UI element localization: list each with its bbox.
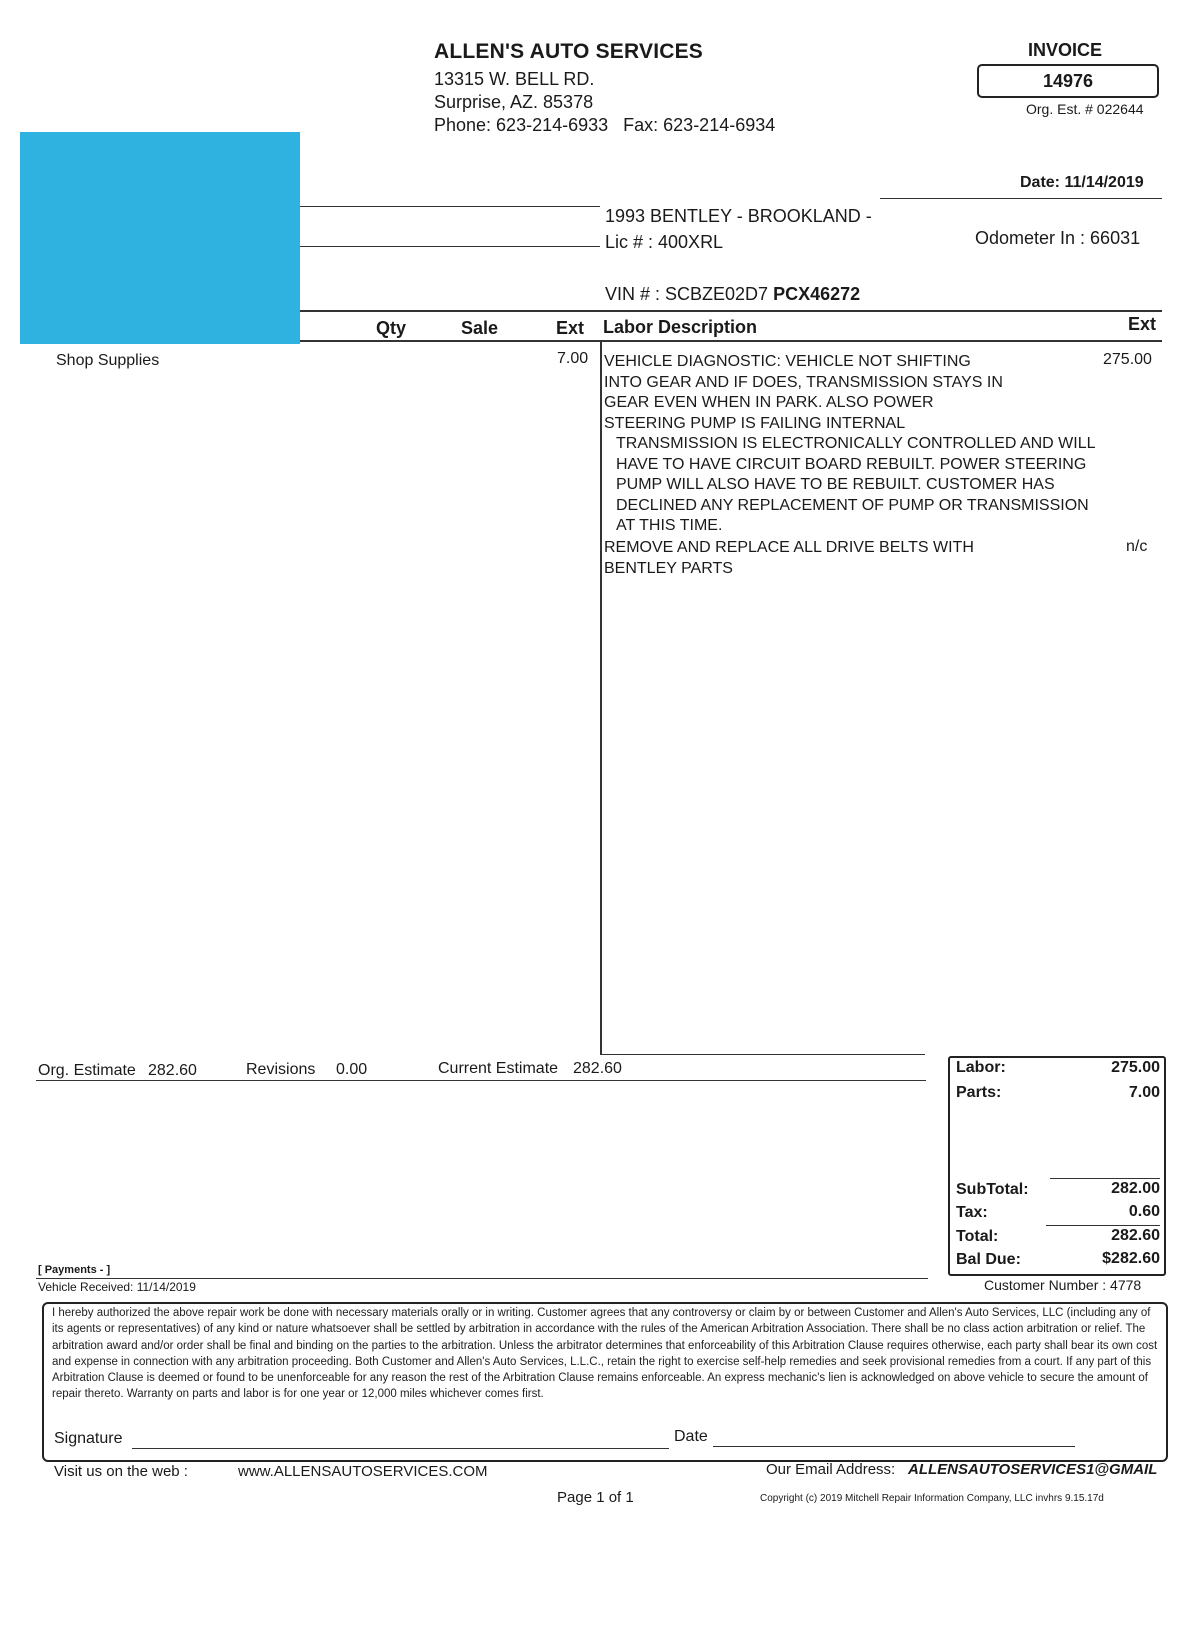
- header-bottom-rule: [300, 340, 1162, 342]
- labor-line: GEAR EVEN WHEN IN PARK. ALSO POWER: [604, 394, 934, 411]
- shop-phone-fax: Phone: 623-214-6933 Fax: 623-214-6934: [434, 115, 776, 135]
- labor-total-value: 275.00: [1111, 1059, 1160, 1076]
- invoice-number: 14976: [977, 64, 1159, 98]
- total-value: 282.60: [1111, 1227, 1160, 1244]
- labor-item-2: [604, 538, 974, 579]
- org-estimate-number: Org. Est. # 022644: [1026, 101, 1144, 117]
- current-estimate-value: 282.60: [573, 1060, 622, 1077]
- redacted-customer-block: [20, 132, 300, 344]
- labor-note-line: AT THIS TIME.: [616, 517, 723, 534]
- email-label: Our Email Address:: [766, 1461, 896, 1478]
- payments-label: [ Payments - ]: [38, 1264, 111, 1276]
- revisions-value: 0.00: [336, 1061, 368, 1078]
- col-labor-ext: Ext: [1128, 314, 1157, 334]
- shop-address-line2: Surprise, AZ. 85378: [434, 92, 594, 112]
- header-top-rule: [300, 310, 1162, 312]
- divider: [1046, 1225, 1160, 1226]
- page-indicator: Page 1 of 1: [557, 1489, 634, 1506]
- date-label: Date: [674, 1428, 708, 1445]
- labor-line: VEHICLE DIAGNOSTIC: VEHICLE NOT SHIFTING: [604, 353, 971, 370]
- current-estimate-label: Current Estimate: [438, 1060, 559, 1077]
- website-link[interactable]: www.ALLENSAUTOSERVICES.COM: [238, 1463, 488, 1480]
- org-estimate-value: 282.60: [148, 1062, 197, 1079]
- divider: [1050, 1178, 1160, 1179]
- vehicle-received: Vehicle Received: 11/14/2019: [38, 1280, 196, 1294]
- part-ext: 7.00: [557, 350, 589, 367]
- labor-item-1: [604, 352, 1096, 537]
- labor-item-1-ext: 275.00: [1103, 351, 1152, 368]
- vehicle-model: 1993 BENTLEY - BROOKLAND -: [605, 206, 872, 226]
- divider: [300, 246, 600, 247]
- tax-value: 0.60: [1128, 1203, 1160, 1220]
- labor-note-line: TRANSMISSION IS ELECTRONICALLY CONTROLLED AND WILL: [616, 435, 1096, 452]
- odometer-in: Odometer In : 66031: [975, 228, 1141, 248]
- invoice-title: INVOICE: [1028, 40, 1103, 60]
- invoice-date: Date: 11/14/2019: [1020, 174, 1144, 191]
- org-estimate-label: Org. Estimate: [38, 1062, 136, 1079]
- part-description: Shop Supplies: [56, 352, 160, 369]
- vehicle-vin: [605, 284, 860, 305]
- subtotal-value: 282.00: [1111, 1180, 1160, 1197]
- labor-notes: [604, 434, 1096, 537]
- column-divider: [600, 342, 602, 1055]
- labor-note-line: HAVE TO HAVE CIRCUIT BOARD REBUILT. POWER STEERING: [616, 455, 1087, 473]
- signature-label: Signature: [54, 1430, 123, 1447]
- shop-address-line1: 13315 W. BELL RD.: [434, 69, 595, 89]
- labor-total-label: Labor:: [956, 1059, 1006, 1076]
- authorization-text: I hereby authorized the above repair work be done with necessary materials orally or in writing. Customer agrees that any controversy or claim by or between Customer and Allen's Auto Services, LLC (including any of its agents or representatives) of any kind or nature whatsoever shall be settled by arbitration in accordance with the rules of the American Arbitration Association. There shall be no class action arbitration or relief. The arbitration award and/or order shall be final and binding on the parties to the arbitration. Unless the arbitrator determines that enforceability of this Arbitration Clause requires otherwise, each party shall bear its own cost and expense in connection with any arbitration proceeding. Both Customer and Allen's Auto Services, L.L.C., retain the right to exercise self-help remedies and seek provisional remedies from a court. If any part of this Arbitration Clause is deemed or found to be unenforceable for any reason the rest of the Arbitration Clause remains enforceable. An express mechanic's lien is acknowledged on above vehicle to secure the amount of repair thereto. Warranty on parts and labor is for one year or 12,000 miles whichever comes first.: [52, 1307, 1158, 1401]
- date-line[interactable]: [713, 1446, 1075, 1447]
- signature-line[interactable]: [132, 1448, 669, 1449]
- labor-line: STEERING PUMP IS FAILING INTERNAL: [604, 414, 906, 432]
- divider: [36, 1278, 928, 1279]
- labor-line: REMOVE AND REPLACE ALL DRIVE BELTS WITH: [604, 539, 974, 556]
- revisions-label: Revisions: [246, 1061, 316, 1078]
- labor-item-2-ext: n/c: [1126, 538, 1148, 555]
- col-ext: Ext: [556, 318, 585, 338]
- vin-suffix: PCX46272: [773, 284, 861, 304]
- divider: [600, 1054, 925, 1055]
- vehicle-license: Lic # : 400XRL: [605, 232, 724, 252]
- visit-web-label: Visit us on the web :: [54, 1463, 188, 1480]
- bal-due-label: Bal Due:: [956, 1251, 1021, 1268]
- divider: [880, 198, 1162, 199]
- divider: [36, 1080, 926, 1081]
- labor-note-line: DECLINED ANY REPLACEMENT OF PUMP OR TRANSMISSION: [616, 496, 1089, 514]
- total-label: Total:: [956, 1228, 999, 1245]
- bal-due-value: $282.60: [1102, 1250, 1160, 1267]
- labor-line: INTO GEAR AND IF DOES, TRANSMISSION STAYS IN: [604, 373, 1003, 391]
- col-labor-description: Labor Description: [603, 317, 758, 337]
- col-qty: Qty: [376, 318, 407, 338]
- email-address[interactable]: ALLENSAUTOSERVICES1@GMAIL: [908, 1461, 1158, 1478]
- vin-prefix: VIN # : SCBZE02D7: [605, 284, 769, 304]
- subtotal-label: SubTotal:: [956, 1181, 1029, 1198]
- labor-line: BENTLEY PARTS: [604, 559, 733, 577]
- labor-note-line: PUMP WILL ALSO HAVE TO BE REBUILT. CUSTOMER HAS: [616, 476, 1055, 493]
- parts-total-value: 7.00: [1128, 1084, 1160, 1101]
- tax-label: Tax:: [956, 1204, 988, 1221]
- parts-total-label: Parts:: [956, 1084, 1002, 1101]
- copyright: Copyright (c) 2019 Mitchell Repair Information Company, LLC invhrs 9.15.17d: [760, 1493, 1104, 1504]
- col-sale: Sale: [461, 318, 499, 338]
- shop-name: ALLEN'S AUTO SERVICES: [434, 40, 704, 63]
- customer-number: Customer Number : 4778: [984, 1277, 1142, 1293]
- divider: [300, 206, 600, 207]
